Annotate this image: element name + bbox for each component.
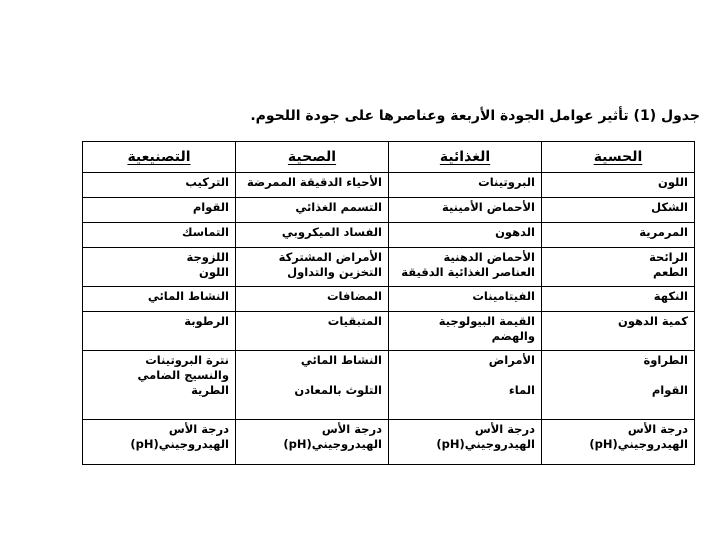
table-cell-nutritional <box>389 312 542 351</box>
cell-text: التسمم الغذائي <box>295 200 382 214</box>
table-cell-sensory <box>542 287 695 312</box>
cell-text <box>395 368 535 383</box>
table-cell-processing <box>83 223 236 248</box>
quality-factors-table <box>82 141 695 465</box>
cell-text: التلوث بالمعادن <box>294 383 382 397</box>
cell-text: الهيدروجيني(pH) <box>130 437 229 451</box>
cell-text: الأمراض المشتركة <box>278 250 382 264</box>
cell-text: العناصر الغذائية الدقيقة <box>401 265 535 279</box>
cell-text: القوام <box>192 200 229 214</box>
cell-text: والهضم <box>491 329 535 343</box>
table-caption: جدول (1) تأثير عوامل الجودة الأربعة وعناصرها على جودة اللحوم. <box>250 108 700 124</box>
cell-text <box>242 368 382 383</box>
table-cell-nutritional <box>389 248 542 287</box>
cell-text: التركيب <box>185 175 229 189</box>
cell-text: النشاط المائي <box>300 353 382 367</box>
cell-text: البروتينات <box>478 175 535 189</box>
table-cell-nutritional <box>389 287 542 312</box>
table-header-row <box>83 142 695 173</box>
table-cell-processing <box>83 312 236 351</box>
table-cell-processing <box>83 248 236 287</box>
cell-text: درجة الأس <box>627 422 688 436</box>
table-cell-sensory <box>542 198 695 223</box>
header-processing: التصنيعية <box>83 142 236 173</box>
table-cell-sensory <box>542 173 695 198</box>
cell-text: التخزين والتداول <box>287 265 382 279</box>
table-row <box>83 198 695 223</box>
cell-text: الرائحة <box>649 250 688 264</box>
table-cell-nutritional <box>389 351 542 420</box>
cell-text: الأحماض الدهنية <box>443 250 535 264</box>
table-cell-processing <box>83 420 236 465</box>
table-cell-health <box>236 198 389 223</box>
cell-text: الهيدروجيني(pH) <box>589 437 688 451</box>
cell-text: المرمرية <box>639 225 688 239</box>
cell-text: كمية الدهون <box>618 314 688 328</box>
table-row <box>83 248 695 287</box>
table-cell-health <box>236 248 389 287</box>
cell-text: الشكل <box>651 200 688 214</box>
table-row <box>83 223 695 248</box>
header-health: الصحية <box>236 142 389 173</box>
cell-text: الأمراض <box>488 353 535 367</box>
cell-text: الفيتامينات <box>472 289 535 303</box>
table-cell-processing <box>83 173 236 198</box>
cell-text: اللون <box>199 265 229 279</box>
table-cell-sensory <box>542 312 695 351</box>
cell-text: اللزوجة <box>186 250 229 264</box>
table-cell-health <box>236 351 389 420</box>
table-cell-sensory <box>542 420 695 465</box>
cell-text: المضافات <box>326 289 382 303</box>
cell-text: التماسك <box>182 225 229 239</box>
cell-text: الدهون <box>495 225 535 239</box>
cell-text: المتبقيات <box>327 314 382 328</box>
table-cell-health <box>236 312 389 351</box>
table-cell-health <box>236 223 389 248</box>
table-cell-nutritional <box>389 173 542 198</box>
table-row <box>83 351 695 420</box>
cell-text: الماء <box>508 383 535 397</box>
table-cell-nutritional <box>389 420 542 465</box>
header-nutritional: الغذائية <box>389 142 542 173</box>
cell-text: درجة الأس <box>321 422 382 436</box>
cell-text: القيمة البيولوجية <box>438 314 535 328</box>
header-sensory: الحسية <box>542 142 695 173</box>
table-row <box>83 287 695 312</box>
table-cell-nutritional <box>389 223 542 248</box>
table-cell-health <box>236 287 389 312</box>
cell-text: درجة الأس <box>474 422 535 436</box>
cell-text: نترة البروتينات <box>145 353 229 367</box>
cell-text: اللون <box>658 175 688 189</box>
cell-text: الطعم <box>653 265 688 279</box>
table-cell-sensory <box>542 351 695 420</box>
cell-text: الهيدروجيني(pH) <box>283 437 382 451</box>
cell-text <box>548 368 688 383</box>
cell-text: النشاط المائي <box>147 289 229 303</box>
cell-text: الطرية <box>191 383 229 397</box>
table-cell-processing <box>83 198 236 223</box>
cell-text: القوام <box>651 383 688 397</box>
cell-text: النكهة <box>653 289 688 303</box>
cell-text: الطراوة <box>643 353 688 367</box>
cell-text: درجة الأس <box>168 422 229 436</box>
table-cell-sensory <box>542 248 695 287</box>
table-cell-health <box>236 173 389 198</box>
cell-text: الأحياء الدقيقة الممرضة <box>247 175 382 189</box>
cell-text: الفساد الميكروبي <box>281 225 382 239</box>
table-row <box>83 312 695 351</box>
cell-text: والنسيج الضامي <box>137 368 229 382</box>
cell-text: الرطوبة <box>184 314 229 328</box>
table-cell-processing <box>83 287 236 312</box>
table-cell-health <box>236 420 389 465</box>
cell-text: الأحماض الأمينية <box>442 200 535 214</box>
cell-text: الهيدروجيني(pH) <box>436 437 535 451</box>
table-row <box>83 420 695 465</box>
table-cell-nutritional <box>389 198 542 223</box>
table-row <box>83 173 695 198</box>
table-cell-processing <box>83 351 236 420</box>
table-cell-sensory <box>542 223 695 248</box>
